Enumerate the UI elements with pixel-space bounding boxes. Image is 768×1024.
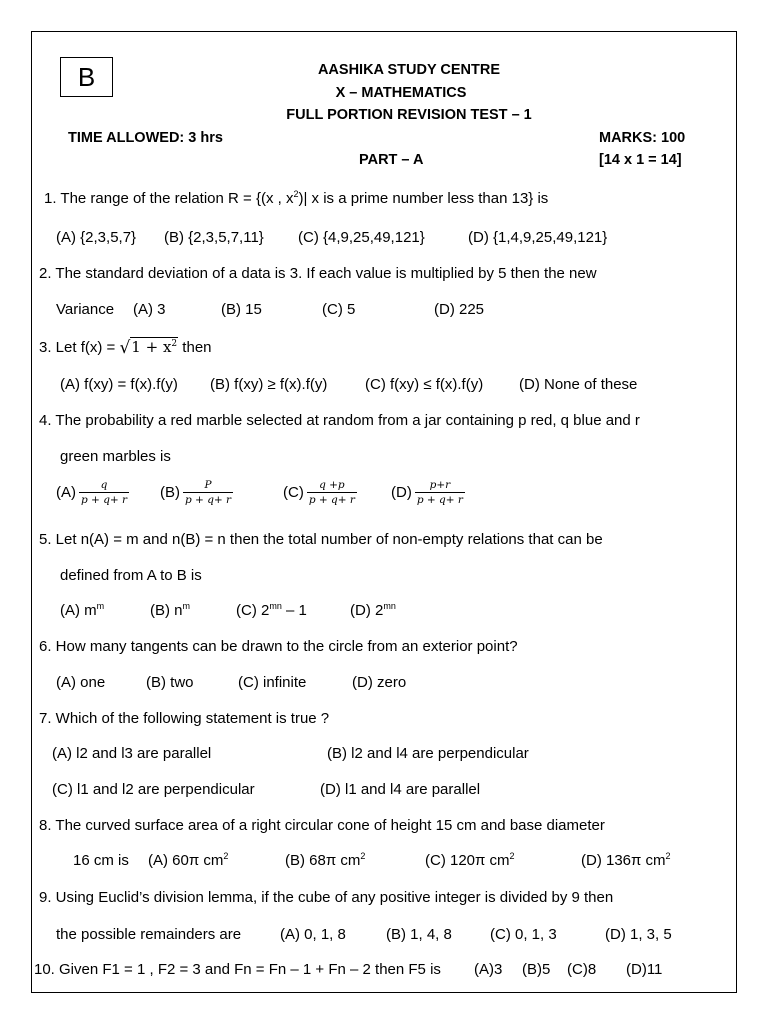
q5-option-a: (A) $m^m$ — [60, 601, 105, 619]
q2-option-a: (A) 3 — [133, 301, 166, 318]
set-letter: B — [77, 61, 96, 92]
q3-option-c: (C) f(xy) ≤ f(x).f(y) — [365, 376, 484, 393]
part-marks: [14 x 1 = 14] — [599, 152, 682, 168]
q7-option-d: (D) l1 and l4 are parallel — [320, 781, 481, 798]
q9-option-b: (B) 1, 4, 8 — [386, 926, 452, 943]
page-border — [31, 31, 737, 993]
question-4-cont: green marbles is — [60, 448, 171, 465]
q6-option-c: (C) infinite — [238, 674, 307, 691]
q5-option-b: (B) $n^m$ — [150, 601, 191, 619]
q1-option-a: (A) {2,3,5,7} — [56, 229, 137, 246]
question-5: 5. Let n(A) = m and n(B) = n then the total number of non-empty relations that can be — [39, 531, 603, 548]
q9-prefix: the possible remainders are — [56, 926, 242, 943]
q2-option-b: (B) 15 — [221, 301, 262, 318]
question-1: 1. The range of the relation R = {(x , $x^2)|$ x is a prime number less than 13} is — [44, 189, 549, 207]
q6-option-a: (A) one — [56, 674, 106, 691]
q6-option-d: (D) zero — [352, 674, 407, 691]
q1-option-b: (B) {2,3,5,7,11} — [164, 229, 264, 246]
question-10: 10. Given F1 = 1 , F2 = 3 and Fn = Fn – 1 + Fn – 2 then F5 is — [34, 961, 441, 978]
test-title: FULL PORTION REVISION TEST – 1 — [286, 107, 532, 123]
q2-option-d: (D) 225 — [434, 301, 485, 318]
question-8: 8. The curved surface area of a right circular cone of height 15 cm and base diameter — [39, 817, 605, 834]
q3-option-d: (D) None of these — [519, 376, 638, 393]
q10-option-c: (C)8 — [567, 961, 597, 978]
subject-title: X – MATHEMATICS — [335, 85, 467, 101]
q3-option-a: (A) f(xy) = f(x).f(y) — [60, 376, 178, 393]
q10-option-b: (B)5 — [522, 961, 551, 978]
question-5-cont: defined from A to B is — [60, 567, 202, 584]
square-root: $√1 + x^2$ — [119, 338, 178, 358]
question-2: 2. The standard deviation of a data is 3. If each value is multiplied by 5 then the new — [39, 265, 597, 282]
q2-prefix: Variance — [56, 301, 115, 318]
q7-option-c: (C) l1 and l2 are perpendicular — [52, 781, 255, 798]
part-label: PART – A — [359, 152, 424, 168]
q9-option-c: (C) 0, 1, 3 — [490, 926, 557, 943]
q5-option-c: (C) $2^{mn} - 1$ — [236, 601, 307, 619]
total-marks: MARKS: 100 — [599, 130, 686, 146]
time-allowed: TIME ALLOWED: 3 hrs — [68, 130, 223, 146]
q8-option-b: (B) 68π $cm^2$ — [285, 851, 366, 869]
q8-option-c: (C) 120π $cm^2$ — [425, 851, 515, 869]
q9-option-a: (A) 0, 1, 8 — [280, 926, 346, 943]
q7-option-b: (B) l2 and l4 are perpendicular — [327, 745, 529, 762]
question-4: 4. The probability a red marble selected at random from a jar containing p red, q blue and r — [39, 412, 640, 429]
q9-option-d: (D) 1, 3, 5 — [605, 926, 672, 943]
question-6: 6. How many tangents can be drawn to the circle from an exterior point? — [39, 638, 518, 655]
question-7: 7. Which of the following statement is true ? — [39, 710, 330, 727]
q7-option-a: (A) l2 and l3 are parallel — [52, 745, 212, 762]
q4-option-a: (A) $\frac{q}{p + q+ r}$ — [56, 479, 128, 507]
q5-option-d: (D) $2^{mn}$ — [350, 601, 396, 619]
q10-option-d: (D)11 — [626, 961, 663, 978]
q3-option-b: (B) f(xy) ≥ f(x).f(y) — [210, 376, 328, 393]
q1-option-c: (C) {4,9,25,49,121} — [298, 229, 425, 246]
q4-option-b: (B) $\frac{P}{p + q+ r}$ — [160, 479, 232, 507]
centre-name: AASHIKA STUDY CENTRE — [317, 62, 501, 78]
q6-option-b: (B) two — [146, 674, 194, 691]
question-3: 3. Let $f(x) = √1 + x^2$ then — [39, 338, 212, 358]
q1-option-d: (D) {1,4,9,25,49,121} — [468, 229, 608, 246]
q8-option-d: (D) 136π $cm^2$ — [581, 851, 671, 869]
question-9: 9. Using Euclid’s division lemma, if the cube of any positive integer is divided by 9 then — [39, 889, 614, 906]
q10-option-a: (A)3 — [474, 961, 503, 978]
q4-option-d: (D) $\frac{p+r}{p + q+ r}$ — [391, 479, 463, 507]
q2-option-c: (C) 5 — [322, 301, 356, 318]
q8-prefix: 16 cm is — [73, 852, 129, 869]
q8-option-a: (A) 60π $cm^2$ — [148, 851, 229, 869]
q4-option-c: (C) $\frac{q +p}{p + q+ r}$ — [283, 479, 355, 507]
